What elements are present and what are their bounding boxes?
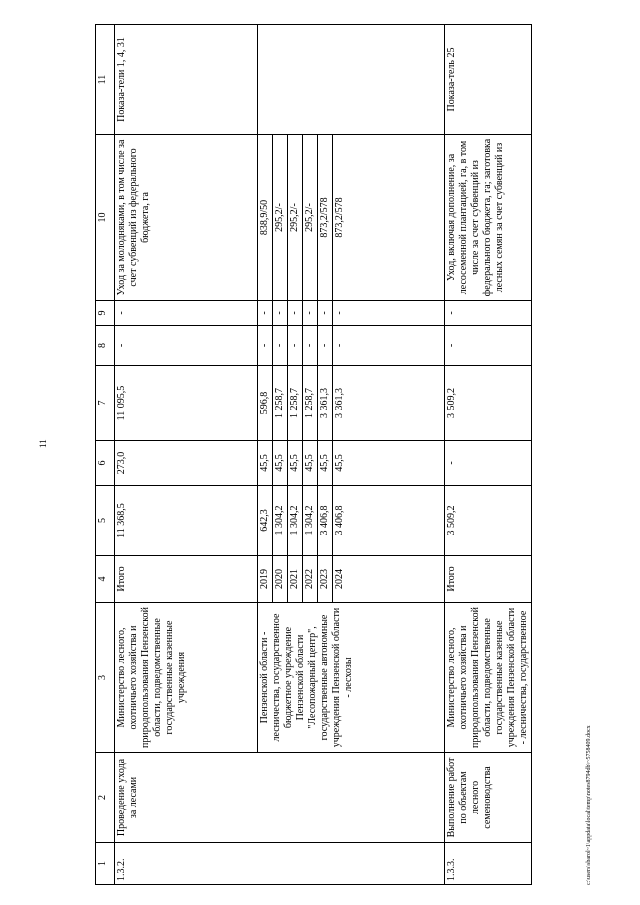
table-row [115,25,258,885]
value-cell: - [288,326,303,366]
col-header: 5 [96,486,115,556]
measure-name: Выполнение работ по объектам лесного семеноводства [445,753,532,843]
value-cell: 273,0 [115,441,258,486]
value-cell: 45,5 [318,441,333,486]
value-cell: 11 095,5 [115,366,258,441]
value-cell: 873,2/578 [333,135,445,301]
table-row [445,25,532,885]
value-cell: - [445,301,532,326]
indicator-ref: Показа-тель 25 [445,25,532,135]
value-cell: 3 406,8 [318,486,333,556]
row-number: 1.3.3. [445,843,532,885]
year-cell: 2021 [288,556,303,603]
col-header: 1 [96,843,115,885]
rotated-table-container [95,25,610,885]
col-header: 9 [96,301,115,326]
value-cell: - [303,301,318,326]
year-cell: 2022 [303,556,318,603]
year-cell: Итого [115,556,258,603]
year-cell: 2024 [333,556,445,603]
value-cell: 3 509,2 [445,366,532,441]
value-cell: 1 304,2 [303,486,318,556]
value-cell: 3 509,2 [445,486,532,556]
value-cell: 3 361,3 [333,366,445,441]
year-cell: 2020 [273,556,288,603]
program-table [95,24,532,885]
value-cell: 596,8 [258,366,273,441]
value-cell: 45,5 [288,441,303,486]
measure-name: Проведение ухода за лесами [115,753,445,843]
value-cell: 1 258,7 [273,366,288,441]
value-cell: - [115,326,258,366]
col-header: 7 [96,366,115,441]
value-cell: - [273,301,288,326]
value-cell: 1 304,2 [288,486,303,556]
executor-cell: Министерство лесного, охотничьего хозяйства и природопользования Пензенской области, подведомственные государственные казенные учреждения [115,603,258,753]
col-header: 8 [96,326,115,366]
value-cell: 295,2/- [273,135,288,301]
col-header: 10 [96,135,115,301]
value-cell: 873,2/578 [318,135,333,301]
value-cell: 1 304,2 [273,486,288,556]
value-cell: - [445,326,532,366]
year-cell: Итого [445,556,532,603]
header-row [96,25,115,885]
executor-cell: Министерство лесного, охотничьего хозяйства и природопользования Пензенской области, подведомственные государственные казенные учреждения Пензенской области - лесничества, государственное [445,603,532,753]
value-cell: 1 258,7 [288,366,303,441]
indicator-ref: Показа-тели 1, 4, 31 [115,25,258,135]
indicator-ref [258,25,445,135]
value-cell: - [258,326,273,366]
value-cell: 45,5 [273,441,288,486]
value-cell: 1 258,7 [303,366,318,441]
value-cell: 3 406,8 [333,486,445,556]
file-path: c:\users\sbarol~1\appdata\local\temp\notes8794db\~5758409.docx [586,725,592,885]
value-cell: 45,5 [303,441,318,486]
value-cell: 838,9/50 [258,135,273,301]
indicator-text: Уход за молодняками, в том числе за счет субвенций из федерального бюджета, га [115,135,258,301]
executor-cell: Пензенской области - лесничества, государственное бюджетное учреждение Пензенской области "Лесопожарный центр", государственные автономные учреждения Пензенской области - лесхозы [258,603,445,753]
value-cell: - [303,326,318,366]
year-cell: 2023 [318,556,333,603]
value-cell: 45,5 [258,441,273,486]
page-number: 11 [38,439,48,448]
value-cell: 3 361,3 [318,366,333,441]
col-header: 11 [96,25,115,135]
value-cell: - [333,301,445,326]
value-cell: 45,5 [333,441,445,486]
year-cell: 2019 [258,556,273,603]
value-cell: 642,3 [258,486,273,556]
indicator-text: Уход, включая дополнение, за лесосеменной плантацией, га, в том числе за счет субвенций из федерального бюджета, га; заготовка лесных семян за счет субвенций из [445,135,532,301]
value-cell: 295,2/- [303,135,318,301]
value-cell: 11 368,5 [115,486,258,556]
value-cell: - [318,301,333,326]
value-cell: - [318,326,333,366]
col-header: 3 [96,603,115,753]
col-header: 6 [96,441,115,486]
value-cell: - [115,301,258,326]
value-cell: 295,2/- [288,135,303,301]
value-cell: - [445,441,532,486]
value-cell: - [258,301,273,326]
value-cell: - [288,301,303,326]
row-number: 1.3.2. [115,843,445,885]
value-cell: - [333,326,445,366]
value-cell: - [273,326,288,366]
col-header: 4 [96,556,115,603]
col-header: 2 [96,753,115,843]
